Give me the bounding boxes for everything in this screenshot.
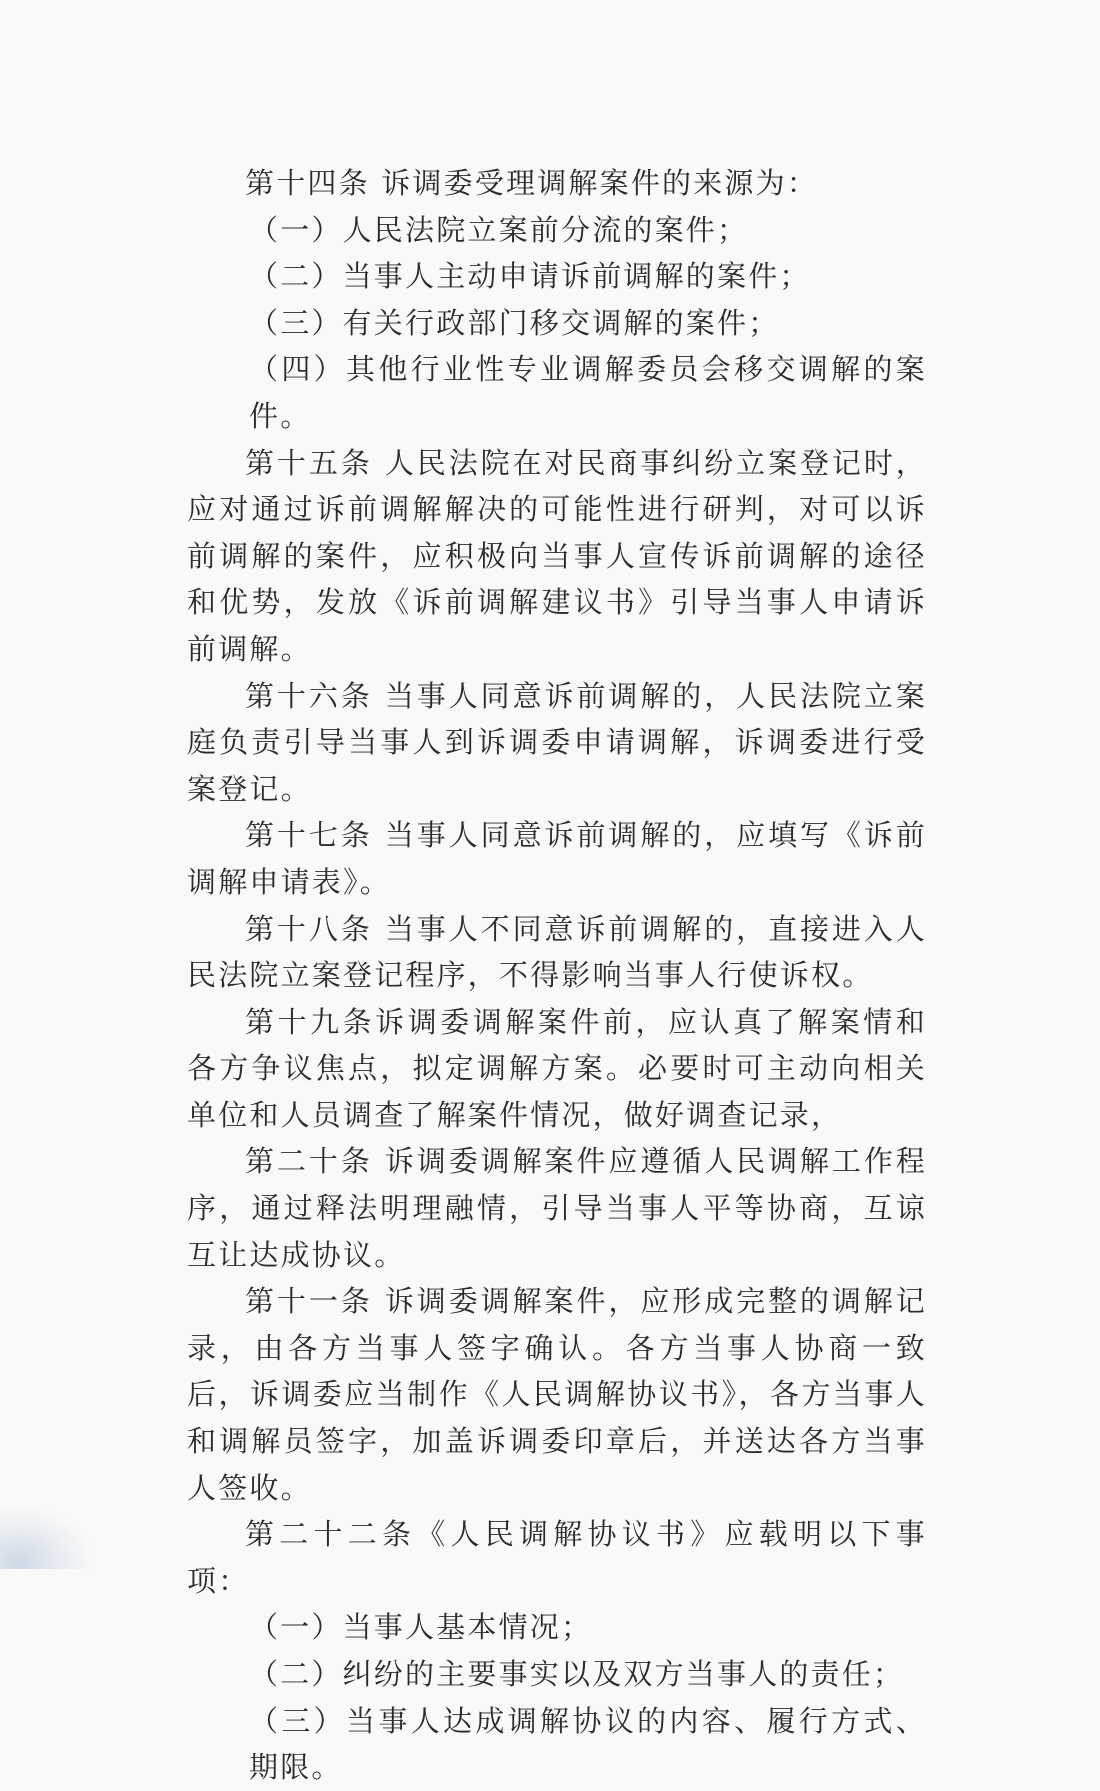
article-22-item-1: （一）当事人基本情况； [249,1610,593,1645]
document-body [187,160,927,1791]
article-20: 第二十条 诉调委调解案件应遵循人民调解工作程序，通过释法明理融情，引导当事人平等协商，互谅互让达成协议。 [187,1144,927,1272]
article-14-item-1: （一）人民法院立案前分流的案件； [249,212,749,247]
article-22-item-3: （三）当事人达成调解协议的内容、履行方式、期限。 [249,1703,927,1785]
article-14-item-2: （二）当事人主动申请诉前调解的案件； [249,259,811,294]
article-14-item-3: （三）有关行政部门移交调解的案件； [249,305,780,340]
article-22-item-2: （二）纠纷的主要事实以及双方当事人的责任； [249,1657,905,1691]
article-18: 第十八条 当事人不同意诉前调解的，直接进入人民法院立案登记程序，不得影响当事人行使诉权。 [187,911,927,993]
scan-stain-mark [0,1509,90,1569]
article-21: 第十一条 诉调委调解案件，应形成完整的调解记录，由各方当事人签字确认。各方当事人协商一致后，诉调委应当制作《人民调解协议书》，各方当事人和调解员签字，加盖诉调委印章后，并送达各方当事人签收。 [187,1284,927,1505]
article-16: 第十六条 当事人同意诉前调解的，人民法院立案庭负责引导当事人到诉调委申请调解，诉调委进行受案登记。 [187,678,927,806]
article-19: 第十九条诉调委调解案件前，应认真了解案情和各方争议焦点，拟定调解方案。必要时可主动向相关单位和人员调查了解案件情况，做好调查记录， [187,1004,927,1132]
article-14-item-4: （四）其他行业性专业调解委员会移交调解的案件。 [249,352,927,433]
article-14: 第十四条 诉调委受理调解案件的来源为： [245,166,819,200]
article-15: 第十五条 人民法院在对民商事纠纷立案登记时，应对通过诉前调解解决的可能性进行研判，对可以诉前调解的案件，应积极向当事人宣传诉前调解的途径和优势，发放《诉前调解建议书》引导当事人申请诉前调解。 [187,445,927,666]
article-22: 第二十二条《人民调解协议书》应载明以下事项： [187,1517,927,1598]
article-17: 第十七条 当事人同意诉前调解的，应填写《诉前调解申请表》。 [187,818,927,899]
